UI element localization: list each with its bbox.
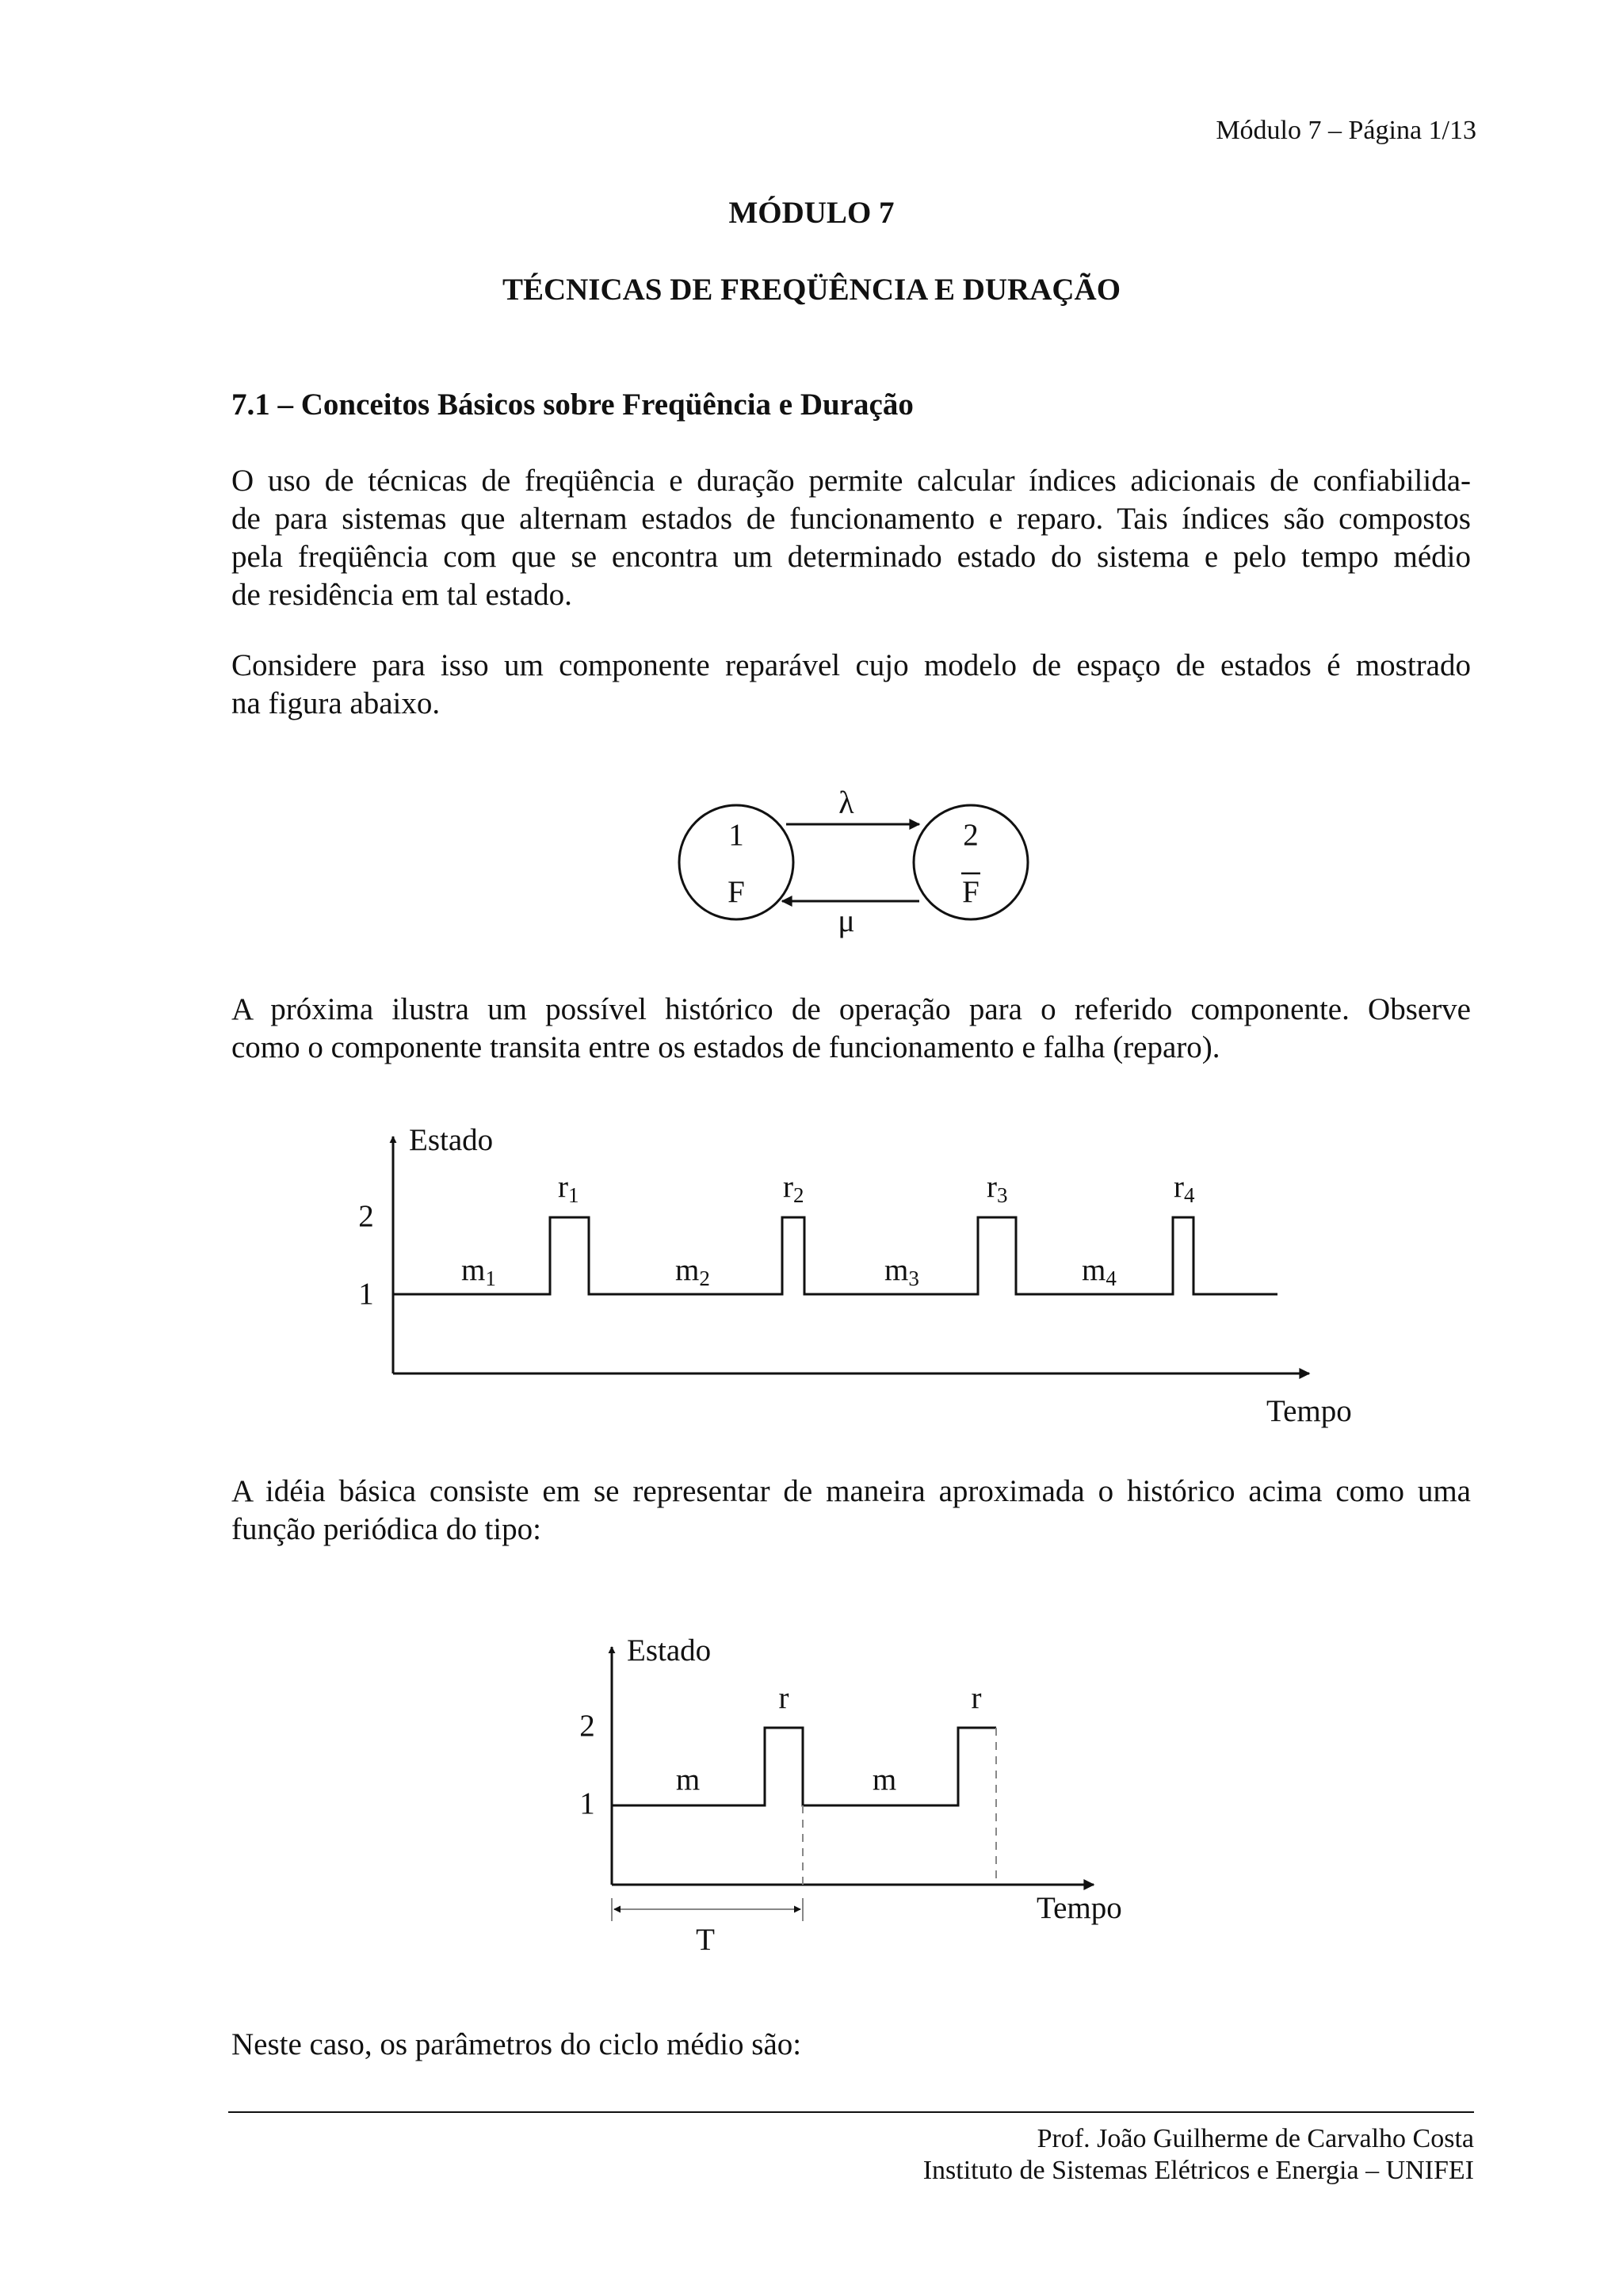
state-1-label: F: [727, 875, 745, 909]
history-m3: m3: [884, 1253, 919, 1290]
paragraph-line: pela freqüência com que se encontra um determinado estado do sistema e pelo tempo médio: [231, 540, 1471, 574]
periodic-level-2: 2: [579, 1709, 595, 1743]
periodic-m1: m: [675, 1763, 701, 1797]
periodic-r2: r: [971, 1681, 982, 1715]
history-r1: r1: [558, 1170, 579, 1207]
footer-divider: [228, 2111, 1474, 2113]
state-diagram: [679, 785, 1028, 938]
history-level-2: 2: [358, 1199, 374, 1233]
state-2-number: 2: [963, 818, 979, 852]
history-r2: r2: [783, 1170, 804, 1207]
paragraph-line: de residência em tal estado.: [231, 578, 572, 612]
state-1-number: 1: [728, 818, 744, 852]
paragraph-line: A idéia básica consiste em se representar de maneira aproximada o histórico acima como uma: [231, 1474, 1471, 1508]
paragraph-line: como o componente transita entre os estados de funcionamento e falha (reparo).: [231, 1030, 1220, 1064]
rate-mu: μ: [838, 903, 855, 938]
module-subtitle: TÉCNICAS DE FREQÜÊNCIA E DURAÇÃO: [502, 273, 1121, 307]
periodic-waveform: [612, 1728, 996, 1805]
history-r4: r4: [1174, 1170, 1195, 1207]
paragraph-line: Considere para isso um componente reparável cujo modelo de espaço de estados é mostrado: [231, 648, 1471, 682]
history-m2: m2: [675, 1253, 710, 1290]
paragraph-line: Neste caso, os parâmetros do ciclo médio são:: [231, 2027, 802, 2061]
section-heading: 7.1 – Conceitos Básicos sobre Freqüência e Duração: [231, 388, 914, 422]
footer-author: Prof. João Guilherme de Carvalho Costa: [1037, 2124, 1474, 2153]
module-title: MÓDULO 7: [728, 196, 895, 230]
periodic-m2: m: [872, 1763, 897, 1797]
footer-institute: Instituto de Sistemas Elétricos e Energia – UNIFEI: [922, 2156, 1474, 2185]
state-2-label: F: [962, 875, 980, 909]
paragraph-line: de para sistemas que alternam estados de funcionamento e reparo. Tais índices são compostos: [231, 502, 1471, 536]
paragraph-line: A próxima ilustra um possível histórico de operação para o referido componente. Observe: [231, 992, 1471, 1026]
rate-lambda: λ: [838, 785, 854, 820]
history-xlabel: Tempo: [1266, 1394, 1352, 1428]
periodic-level-1: 1: [579, 1786, 595, 1820]
history-ylabel: Estado: [409, 1123, 494, 1157]
periodic-ylabel: Estado: [627, 1633, 712, 1668]
history-m1: m1: [461, 1253, 496, 1290]
history-m4: m4: [1082, 1253, 1117, 1290]
paragraph-line: O uso de técnicas de freqüência e duração permite calcular índices adicionais de confiabilida-: [231, 464, 1471, 498]
page-number-header: Módulo 7 – Página 1/13: [1216, 116, 1476, 145]
paragraph-line: função periódica do tipo:: [231, 1512, 541, 1546]
history-level-1: 1: [358, 1277, 374, 1311]
history-r3: r3: [987, 1170, 1008, 1207]
paragraph-line: na figura abaixo.: [231, 686, 441, 720]
periodic-xlabel: Tempo: [1037, 1891, 1122, 1925]
periodic-chart: [579, 1633, 1122, 1957]
history-waveform: [393, 1217, 1277, 1294]
periodic-r1: r: [778, 1681, 789, 1715]
period-label: T: [696, 1923, 715, 1957]
history-chart: [358, 1123, 1352, 1428]
